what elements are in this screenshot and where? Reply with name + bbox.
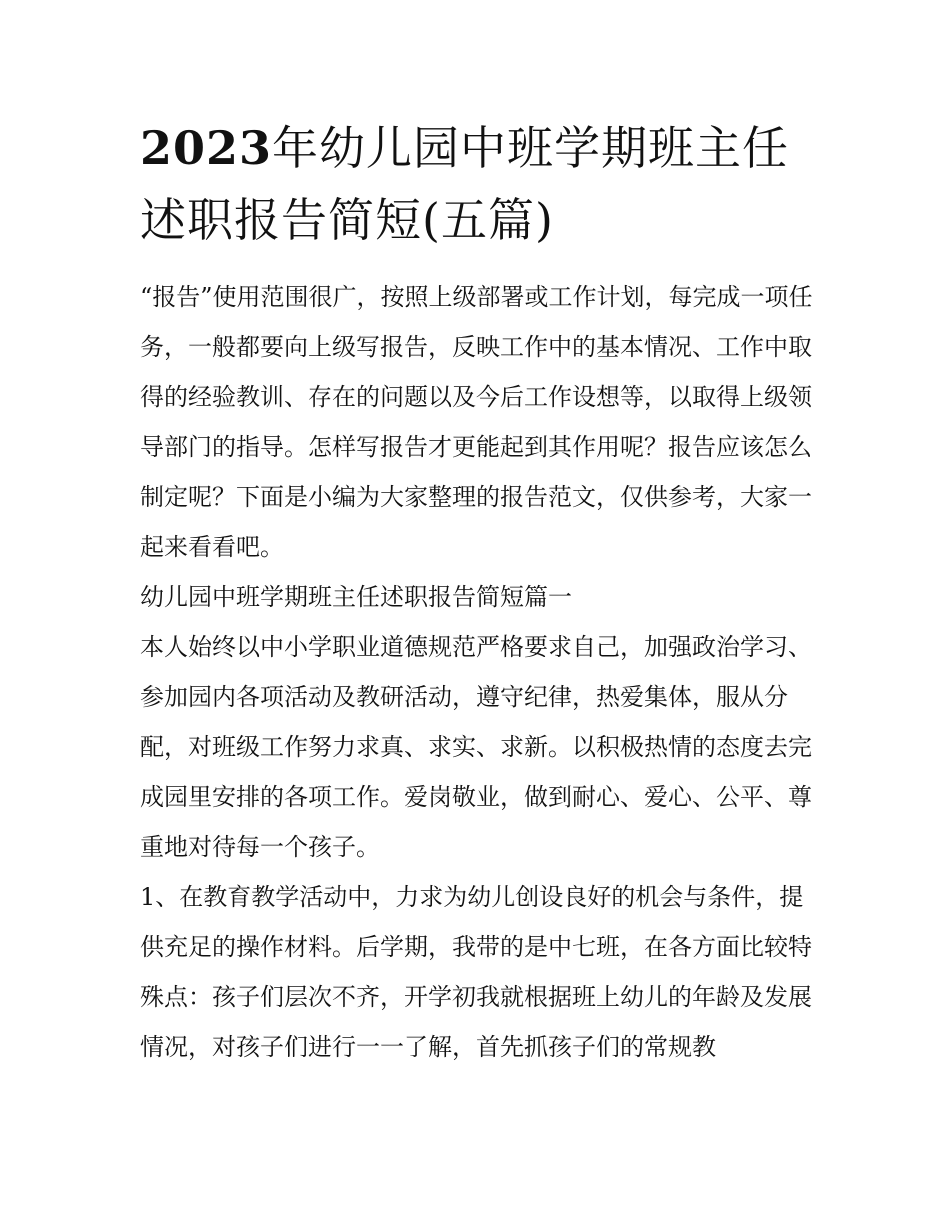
- title-text: 年幼儿园中班学期班主任述职报告简短(五篇): [140, 121, 790, 247]
- intro-paragraph: “报告”使用范围很广，按照上级部署或工作计划，每完成一项任务，一般都要向上级写报告，反映工作中的基本情况、工作中取得的经验教训、存在的问题以及今后工作设想等，以取得上级领导部门的指导。怎样写报告才更能起到其作用呢？报告应该怎么制定呢？下面是小编为大家整理的报告范文，仅供参考，大家一起来看看吧。: [140, 283, 813, 561]
- document-page: [140, 112, 820, 1072]
- section-heading: 幼儿园中班学期班主任述职报告简短篇一: [140, 583, 572, 611]
- body-paragraph-1: 本人始终以中小学职业道德规范严格要求自己，加强政治学习、参加园内各项活动及教研活动，遵守纪律，热爱集体，服从分配，对班级工作努力求真、求实、求新。以积极热情的态度去完成园里安排的各项工作。爱岗敬业，做到耐心、爱心、公平、尊重地对待每一个孩子。: [140, 633, 812, 861]
- title-year: 2023: [140, 121, 273, 175]
- body-paragraph-2: 1、在教育教学活动中，力求为幼儿创设良好的机会与条件，提供充足的操作材料。后学期，我带的是中七班，在各方面比较特殊点：孩子们层次不齐，开学初我就根据班上幼儿的年龄及发展情况，对孩子们进行一一了解，首先抓孩子们的常规教: [140, 883, 812, 1061]
- document-title: [140, 112, 820, 256]
